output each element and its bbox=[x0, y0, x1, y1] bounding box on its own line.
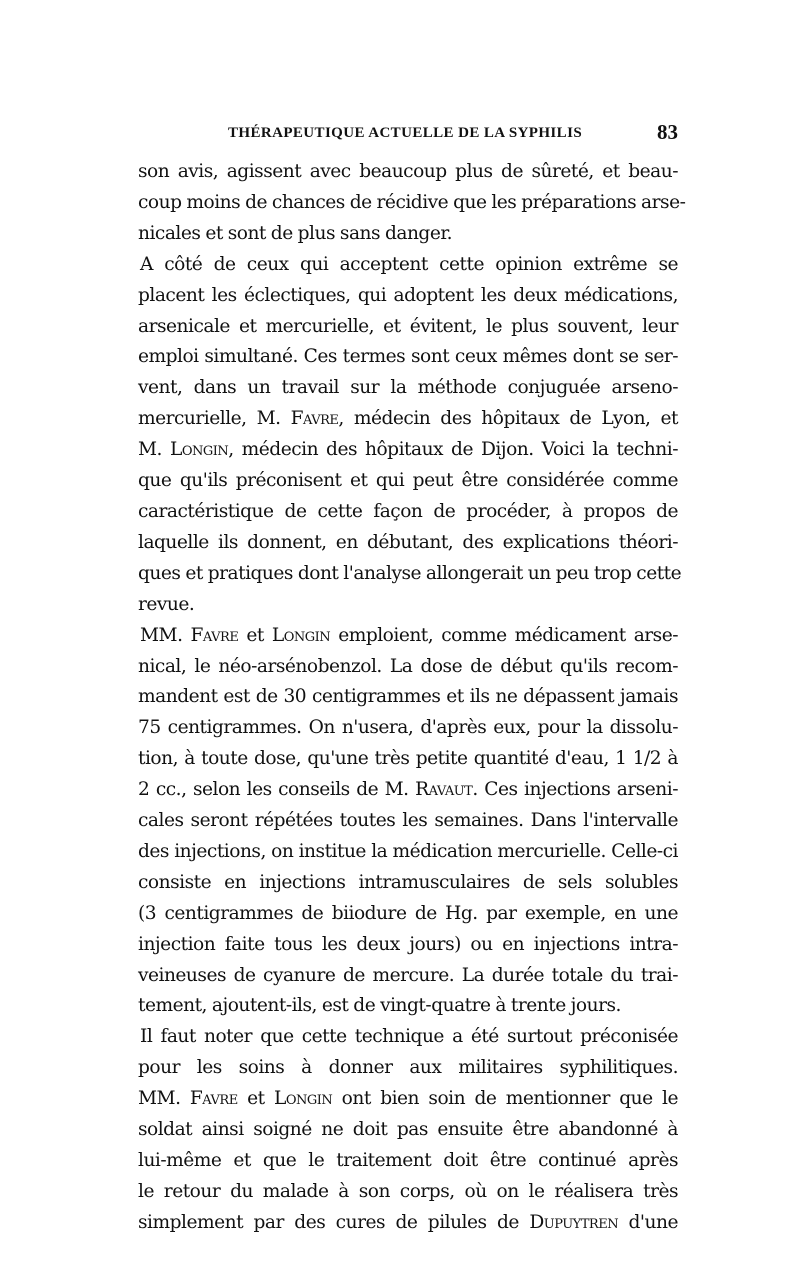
text-line: injection faite tous les deux jours) ou en injections intra- bbox=[138, 933, 678, 955]
text-line: tement, ajoutent-ils, est de vingt-quatre à trente jours. bbox=[138, 995, 621, 1017]
running-header bbox=[138, 121, 678, 145]
text-line: laquelle ils donnent, en débutant, des explications théori- bbox=[138, 531, 678, 553]
text-line: nicales et sont de plus sans danger. bbox=[138, 222, 453, 244]
text-line: A côté de ceux qui acceptent cette opinion extrême se bbox=[140, 253, 678, 275]
text-line: M. Longin, médecin des hôpitaux de Dijon. Voici la techni- bbox=[138, 439, 678, 461]
text-line: que qu'ils préconisent et qui peut être considérée comme bbox=[138, 470, 678, 492]
text-line: pour les soins à donner aux militaires syphilitiques. bbox=[138, 1057, 678, 1079]
text-line: soldat ainsi soigné ne doit pas ensuite être abandonné à bbox=[138, 1119, 678, 1141]
proper-name: Longin bbox=[273, 1088, 333, 1110]
page-number: 83 bbox=[657, 120, 678, 144]
text-line: consiste en injections intramusculaires de sels solubles bbox=[138, 871, 678, 893]
text-line: emploi simultané. Ces termes sont ceux mêmes dont se ser- bbox=[138, 346, 678, 368]
text-line: mandent est de 30 centigrammes et ils ne dépassent jamais bbox=[138, 686, 678, 708]
text-line: coup moins de chances de récidive que les préparations arse- bbox=[138, 191, 686, 213]
text-line: revue. bbox=[138, 593, 195, 615]
body-text bbox=[138, 157, 686, 1239]
proper-name: Longin bbox=[169, 439, 229, 461]
text-line: des injections, on institue la médication mercurielle. Celle-ci bbox=[138, 840, 678, 862]
text-line: arsenicale et mercurielle, et évitent, le plus souvent, leur bbox=[138, 315, 678, 337]
text-line: ques et pratiques dont l'analyse allongerait un peu trop cette bbox=[138, 562, 682, 584]
proper-name: Longin bbox=[271, 624, 331, 646]
proper-name: Ravaut bbox=[415, 779, 473, 801]
text-line: veineuses de cyanure de mercure. La durée totale du trai- bbox=[138, 964, 678, 986]
text-line: simplement par des cures de pilules de Dupuytren d'une bbox=[138, 1211, 678, 1233]
text-line: lui-même et que le traitement doit être continué après bbox=[138, 1150, 678, 1171]
proper-name: Dupuytren bbox=[529, 1211, 619, 1233]
text-line: 75 centigrammes. On n'usera, d'après eux, pour la dissolu- bbox=[138, 717, 678, 739]
running-title: THÉRAPEUTIQUE ACTUELLE DE LA SYPHILIS bbox=[228, 125, 583, 141]
proper-name: Favre bbox=[190, 624, 239, 646]
text-line: MM. Favre et Longin emploient, comme médicament arse- bbox=[140, 624, 679, 646]
paragraph-4 bbox=[138, 1022, 678, 1238]
proper-name: Favre bbox=[189, 1088, 238, 1110]
text-line: caractéristique de cette façon de procéder, à propos de bbox=[138, 500, 678, 522]
text-line: mercurielle, M. Favre, médecin des hôpitaux de Lyon, et bbox=[138, 408, 678, 430]
text-line: MM. Favre et Longin ont bien soin de mentionner que le bbox=[138, 1088, 678, 1110]
text-line: son avis, agissent avec beaucoup plus de sûreté, et beau- bbox=[138, 161, 678, 182]
text-line: vent, dans un travail sur la méthode conjuguée arseno- bbox=[138, 377, 678, 399]
text-line: 2 cc., selon les conseils de M. Ravaut. Ces injections arseni- bbox=[138, 779, 678, 801]
text-line: cales seront répétées toutes les semaines. Dans l'intervalle bbox=[138, 810, 678, 832]
text-line: tion, à toute dose, qu'une très petite quantité d'eau, 1 1/2 à bbox=[138, 748, 678, 770]
text-line: nical, le néo-arsénobenzol. La dose de début qu'ils recom- bbox=[138, 655, 678, 677]
paragraph-3 bbox=[138, 621, 678, 1023]
text-line: le retour du malade à son corps, où on le réalisera très bbox=[138, 1180, 678, 1202]
paragraph-1 bbox=[138, 157, 686, 250]
proper-name: Favre bbox=[290, 408, 339, 430]
paragraph-2 bbox=[138, 250, 682, 621]
text-line: Il faut noter que cette technique a été surtout préconisée bbox=[140, 1026, 678, 1048]
text-line: (3 centigrammes de biiodure de Hg. par exemple, en une bbox=[138, 902, 678, 924]
text-line: placent les éclectiques, qui adoptent les deux médications, bbox=[138, 284, 678, 306]
